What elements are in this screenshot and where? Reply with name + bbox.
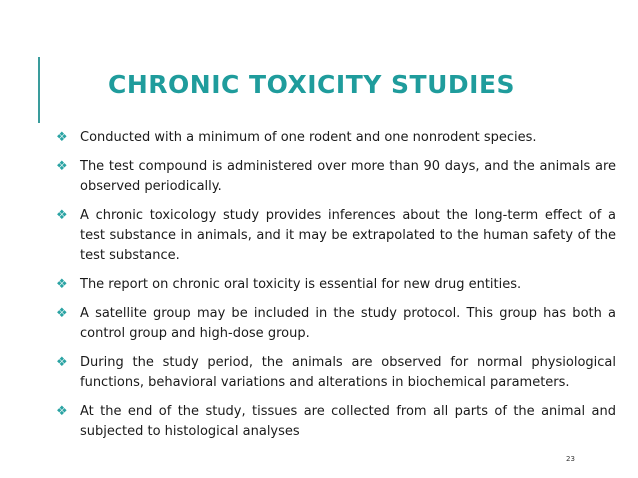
diamond-bullet-icon: ❖ (56, 306, 68, 321)
diamond-bullet-icon: ❖ (56, 159, 68, 174)
slide-title: CHRONIC TOXICITY STUDIES (108, 70, 516, 99)
bullet-item (56, 128, 616, 148)
bullet-text: At the end of the study, tissues are collected from all parts of the animal and subjected to histological analyses (80, 404, 616, 439)
bullet-text: A satellite group may be included in the study protocol. This group has both a control group and high-dose group. (80, 306, 616, 341)
bullet-text: During the study period, the animals are observed for normal physiological functions, behavioral variations and alterations in biochemical parameters. (80, 355, 616, 390)
bullet-item (56, 275, 616, 295)
bullet-list (56, 128, 616, 451)
bullet-text: The report on chronic oral toxicity is essential for new drug entities. (80, 277, 522, 292)
diamond-bullet-icon: ❖ (56, 355, 68, 370)
diamond-bullet-icon: ❖ (56, 130, 68, 145)
diamond-bullet-icon: ❖ (56, 404, 68, 419)
bullet-item (56, 353, 616, 393)
bullet-item (56, 206, 616, 266)
diamond-bullet-icon: ❖ (56, 277, 68, 292)
bullet-text: A chronic toxicology study provides inferences about the long-term effect of a test substance in animals, and it may be extrapolated to the human safety of the test substance. (80, 208, 616, 263)
bullet-text: Conducted with a minimum of one rodent and one nonrodent species. (80, 130, 537, 145)
bullet-item (56, 157, 616, 197)
bullet-item (56, 402, 616, 442)
bullet-text: The test compound is administered over more than 90 days, and the animals are observed periodically. (80, 159, 616, 194)
bullet-item (56, 304, 616, 344)
accent-bar (38, 57, 40, 123)
diamond-bullet-icon: ❖ (56, 208, 68, 223)
page-number: 23 (566, 455, 575, 463)
